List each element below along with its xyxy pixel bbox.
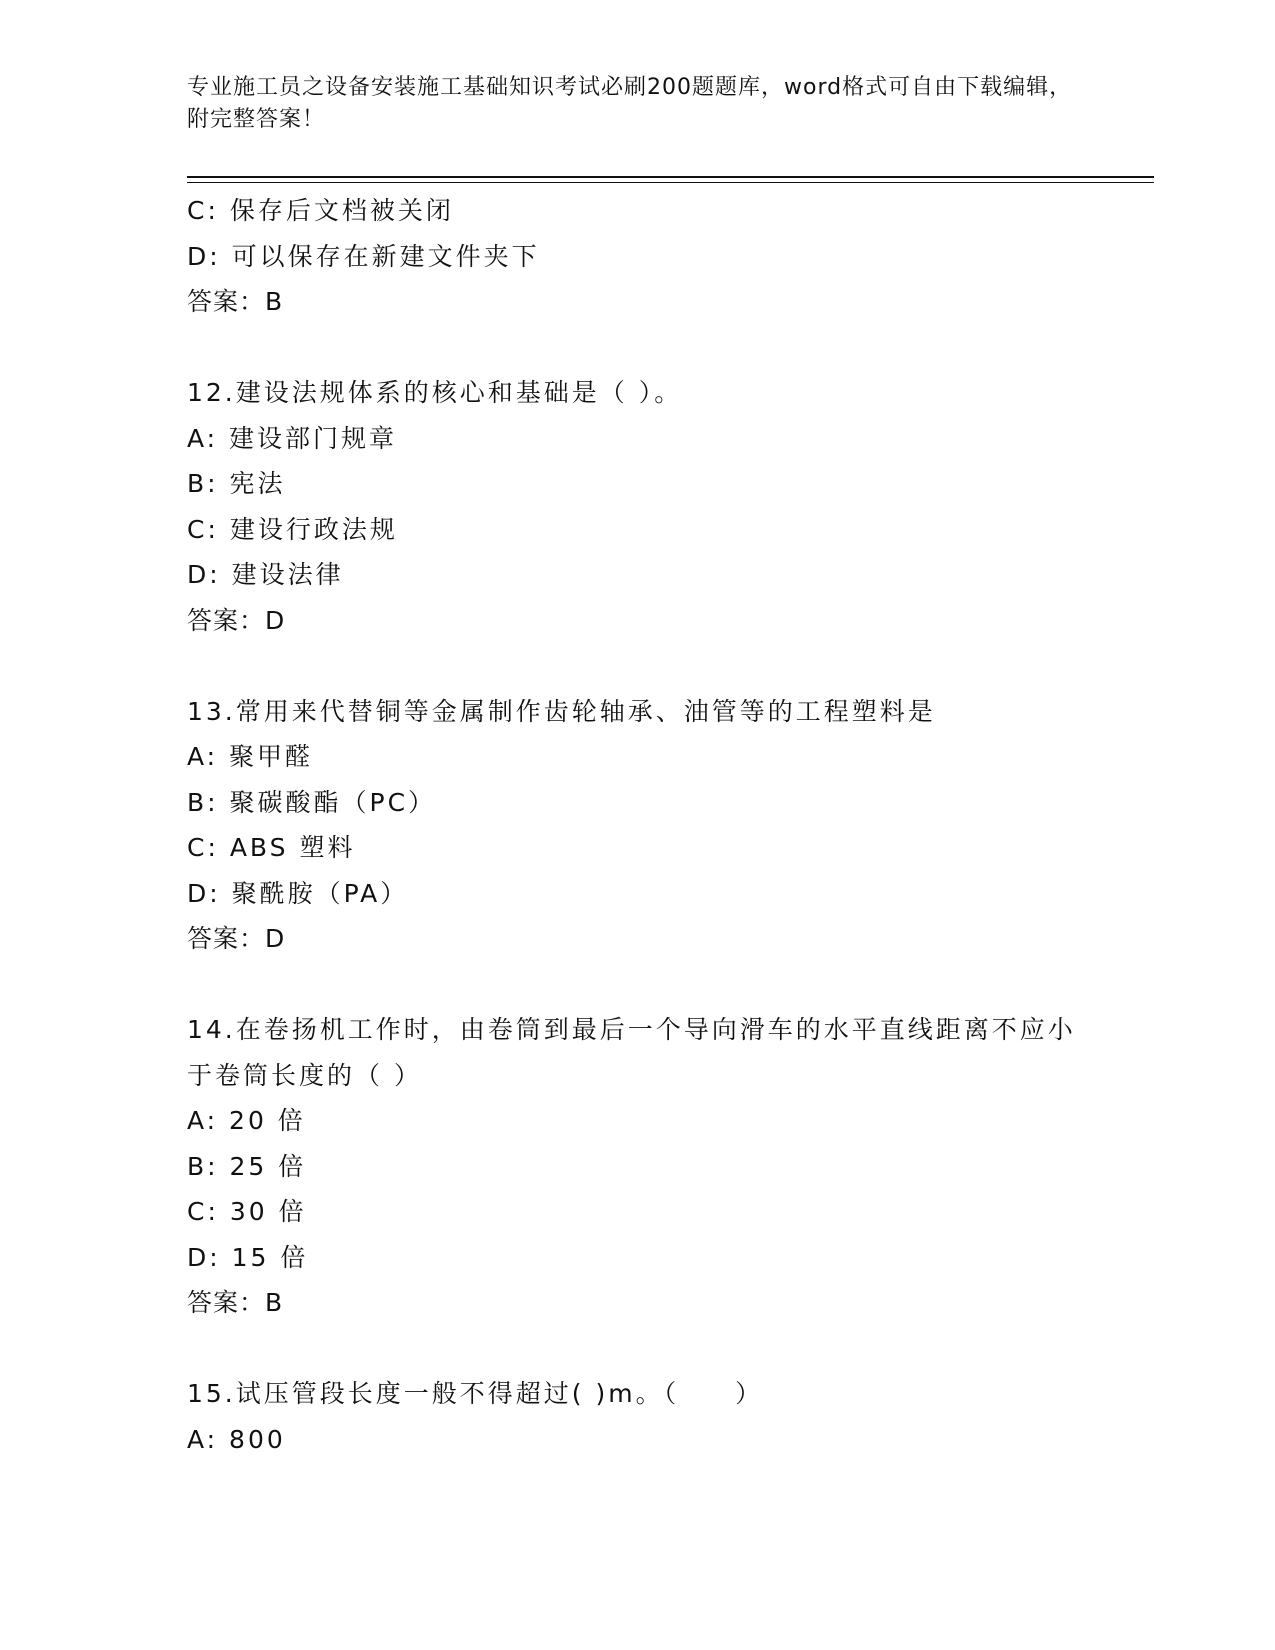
option-a: A: 800: [187, 1424, 286, 1454]
option-c: C: 建设行政法规: [187, 514, 398, 544]
question-text: 14.在卷扬机工作时，由卷筒到最后一个导向滑车的水平直线距离不应小于卷筒长度的（ ）: [187, 1015, 1076, 1090]
option-d: D: 15 倍: [187, 1242, 309, 1272]
option-c: C: ABS 塑料: [187, 833, 356, 862]
question-11-tail: [187, 188, 1087, 325]
option-d: D: 建设法律: [187, 560, 344, 589]
answer: 答案：D: [187, 605, 286, 635]
question-text: 13.常用来代替铜等金属制作齿轮轴承、油管等的工程塑料是: [187, 696, 936, 726]
option-a: A: 20 倍: [187, 1106, 306, 1135]
option-a: A: 聚甲醛: [187, 742, 314, 771]
question-text: 12.建设法规体系的核心和基础是（ ）。: [187, 378, 683, 407]
option-c: C: 30 倍: [187, 1197, 307, 1226]
question-list: [187, 188, 1087, 1462]
option-a: A: 建设部门规章: [187, 423, 398, 453]
spacer: [187, 643, 1087, 689]
option-d: D: 聚酰胺（PA）: [187, 878, 409, 908]
document-header: 专业施工员之设备安装施工基础知识考试必刷200题题库，word格式可自由下载编辑，附完整答案！: [187, 75, 1073, 132]
answer: 答案：D: [187, 924, 286, 953]
option-b: B: 宪法: [187, 469, 286, 498]
option-c: C: 保存后文档被关闭: [187, 196, 454, 225]
question-text: 15.试压管段长度一般不得超过( )m。（ ）: [187, 1379, 764, 1408]
spacer: [187, 1326, 1087, 1372]
question-15: [187, 1371, 1087, 1462]
spacer: [187, 325, 1087, 371]
option-b: B: 聚碳酸酯（PC）: [187, 787, 437, 817]
question-14: [187, 1007, 1087, 1326]
option-d: D: 可以保存在新建文件夹下: [187, 241, 540, 271]
spacer: [187, 962, 1087, 1008]
answer: 答案：B: [187, 1288, 284, 1317]
question-12: [187, 370, 1087, 643]
header-rule-thin: [187, 182, 1154, 183]
header-rule-thick: [187, 176, 1154, 178]
option-b: B: 25 倍: [187, 1151, 307, 1181]
answer: 答案：B: [187, 287, 284, 316]
question-13: [187, 689, 1087, 962]
